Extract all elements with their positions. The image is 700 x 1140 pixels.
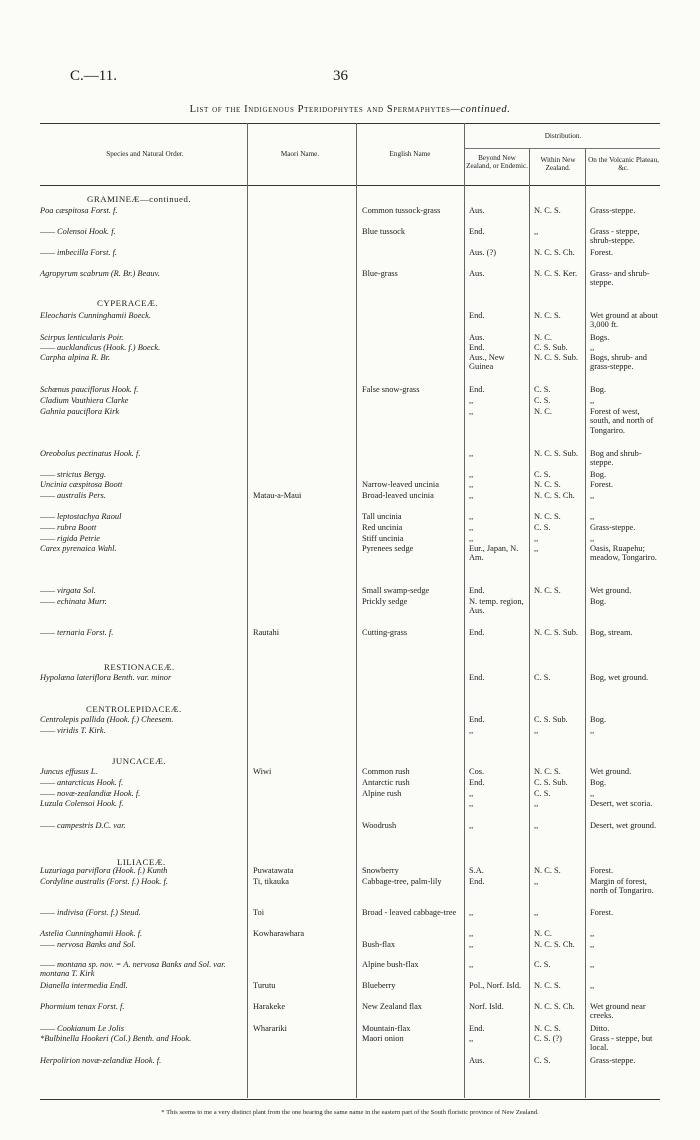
- document-code: C.—11.: [70, 68, 117, 84]
- page-title: [0, 104, 700, 115]
- cell-species: Centrolepis pallida (Hook. f.) Cheesem.: [40, 715, 174, 724]
- cell-species: Astelia Cunninghamii Hook. f.: [40, 929, 143, 938]
- cell-within: N. C. S.: [534, 1024, 561, 1033]
- cell-maori: Puwatawata: [253, 866, 294, 875]
- family-heading: CENTROLEPIDACEÆ.: [86, 704, 182, 714]
- cell-english: Small swamp-sedge: [362, 586, 430, 595]
- cell-species: Cladium Vauthiera Clarke: [40, 396, 129, 405]
- cell-within: N. C. S. Ch.: [534, 940, 575, 949]
- title-suffix: —continued.: [450, 104, 511, 115]
- cell-volcanic: Bogs, shrub- and grass-steppe.: [590, 353, 647, 372]
- cell-within: C. S. Sub.: [534, 778, 568, 787]
- cell-english: Alpine bush-flax: [362, 960, 419, 969]
- cell-species: Carex pyrenaica Wahl.: [40, 544, 117, 553]
- cell-volcanic: Bog and shrub-steppe.: [590, 449, 642, 468]
- cell-beyond: ,,: [469, 799, 474, 808]
- cell-beyond: ,,: [469, 480, 474, 489]
- cell-volcanic: Desert, wet scoria.: [590, 799, 653, 808]
- cell-beyond: End.: [469, 778, 485, 787]
- cell-volcanic: Grass-steppe.: [590, 206, 636, 215]
- header-maori: Maori Name.: [280, 150, 320, 158]
- header-species: Species and Natural Order.: [106, 150, 184, 158]
- cell-species: Oreobolus pectinatus Hook. f.: [40, 449, 141, 458]
- cell-volcanic: Bog.: [590, 778, 607, 787]
- header-distribution: Distribution.: [544, 132, 582, 140]
- cell-within: N. C. S. Sub.: [534, 628, 578, 637]
- cell-beyond: ,,: [469, 789, 474, 798]
- cell-beyond: End.: [469, 385, 485, 394]
- title-main: List of the Indigenous Pteridophytes and Spermaphytes: [189, 104, 451, 115]
- cell-beyond: End.: [469, 1024, 485, 1033]
- cell-beyond: End.: [469, 877, 485, 886]
- cell-volcanic: ,,: [590, 396, 595, 405]
- cell-english: Alpine rush: [362, 789, 402, 798]
- cell-maori: Rautahi: [253, 628, 280, 637]
- cell-within: C. S.: [534, 960, 551, 969]
- header-english: English Name: [389, 150, 431, 158]
- header-within: Within New Zealand.: [540, 156, 576, 172]
- cell-maori: Toi: [253, 908, 265, 917]
- cell-volcanic: Wet ground.: [590, 767, 632, 776]
- cell-beyond: S.A.: [469, 866, 484, 875]
- cell-species: —— antarcticus Hook. f.: [40, 778, 124, 787]
- cell-maori: Turutu: [253, 981, 276, 990]
- cell-english: Common rush: [362, 767, 410, 776]
- cell-within: N. C.: [534, 333, 552, 342]
- cell-volcanic: Forest.: [590, 866, 614, 875]
- cell-within: N. C. S.: [534, 981, 561, 990]
- cell-beyond: ,,: [469, 491, 474, 500]
- cell-english: False snow-grass: [362, 385, 420, 394]
- cell-volcanic: Forest.: [590, 248, 614, 257]
- cell-species: Juncus effusus L.: [40, 767, 98, 776]
- column-divider: [356, 123, 357, 1098]
- cell-species: —— ternaria Forst. f.: [40, 628, 114, 637]
- family-heading: LILIACEÆ.: [117, 857, 166, 867]
- cell-within: N. C. S. Sub.: [534, 353, 578, 362]
- cell-english: Cabbage-tree, palm-lily: [362, 877, 442, 886]
- family-heading: GRAMINEÆ—continued.: [87, 194, 192, 204]
- cell-species: Cordyline australis (Forst. f.) Hook. f.: [40, 877, 168, 886]
- cell-english: Maori onion: [362, 1034, 404, 1043]
- cell-volcanic: Ditto.: [590, 1024, 610, 1033]
- cell-beyond: Pol., Norf. Isld.: [469, 981, 522, 990]
- column-divider: [464, 123, 465, 1098]
- cell-volcanic: ,,: [590, 491, 595, 500]
- cell-beyond: Aus.: [469, 333, 485, 342]
- cell-within: N. C. S.: [534, 586, 561, 595]
- cell-beyond: ,,: [469, 821, 474, 830]
- cell-within: ,,: [534, 534, 539, 543]
- cell-beyond: End.: [469, 311, 485, 320]
- cell-english: Common tussock-grass: [362, 206, 441, 215]
- cell-english: Woodrush: [362, 821, 397, 830]
- family-heading: CYPERACEÆ.: [97, 298, 158, 308]
- cell-volcanic: Wet ground near creeks.: [590, 1002, 646, 1021]
- cell-within: C. S. Sub.: [534, 343, 568, 352]
- cell-volcanic: Wet ground.: [590, 586, 632, 595]
- cell-species: Agropyrum scabrum (R. Br.) Beauv.: [40, 269, 160, 278]
- cell-english: Blue tussock: [362, 227, 406, 236]
- cell-within: N. C. S. Ch.: [534, 491, 575, 500]
- cell-within: N. C.: [534, 929, 552, 938]
- cell-volcanic: Forest.: [590, 908, 614, 917]
- cell-volcanic: Wet ground at about 3,000 ft.: [590, 311, 658, 330]
- cell-species: —— leptostachya Raoul: [40, 512, 122, 521]
- cell-english: Mountain-flax: [362, 1024, 411, 1033]
- cell-beyond: ,,: [469, 396, 474, 405]
- cell-volcanic: Bog.: [590, 597, 607, 606]
- cell-within: N. C. S. Ch.: [534, 248, 575, 257]
- cell-beyond: Aus.: [469, 206, 485, 215]
- cell-volcanic: ,,: [590, 534, 595, 543]
- cell-beyond: ,,: [469, 534, 474, 543]
- footnote: * This seems to me a very distinct plant from the one bearing the same name in the eastern part of the South floristic province of New Zealand.: [161, 1109, 539, 1116]
- cell-english: Bush-flax: [362, 940, 396, 949]
- cell-maori: Harakeke: [253, 1002, 286, 1011]
- header-beyond: Beyond New Zealand, or Endemic.: [466, 154, 528, 170]
- cell-english: Tall uncinia: [362, 512, 402, 521]
- cell-volcanic: Grass-steppe.: [590, 523, 636, 532]
- cell-english: New Zealand flax: [362, 1002, 422, 1011]
- cell-within: C. S.: [534, 385, 551, 394]
- cell-volcanic: Bog, wet ground.: [590, 673, 649, 682]
- cell-species: —— australis Pers.: [40, 491, 106, 500]
- cell-beyond: ,,: [469, 908, 474, 917]
- cell-species: Gahnia pauciflora Kirk: [40, 407, 120, 416]
- cell-within: ,,: [534, 227, 539, 236]
- cell-beyond: N. temp. region, Aus.: [469, 597, 524, 616]
- cell-species: —— viridis T. Kirk.: [40, 726, 106, 735]
- cell-english: Broad - leaved cabbage-tree: [362, 908, 457, 917]
- cell-within: N. C. S.: [534, 767, 561, 776]
- cell-within: N. C. S.: [534, 206, 561, 215]
- table-top-rule: [40, 123, 660, 124]
- cell-english: Snowberry: [362, 866, 399, 875]
- cell-maori: Ti, tikauka: [253, 877, 289, 886]
- cell-beyond: ,,: [469, 1034, 474, 1043]
- cell-volcanic: Grass - steppe, but local.: [590, 1034, 653, 1053]
- cell-species: —— aucklandicus (Hook. f.) Boeck.: [40, 343, 161, 352]
- cell-within: N. C.: [534, 407, 552, 416]
- cell-species: —— indivisa (Forst. f.) Steud.: [40, 908, 141, 917]
- cell-within: ,,: [534, 726, 539, 735]
- cell-beyond: ,,: [469, 929, 474, 938]
- cell-maori: Matau-a-Maui: [253, 491, 302, 500]
- cell-within: ,,: [534, 908, 539, 917]
- cell-species: —— nervosa Banks and Sol.: [40, 940, 136, 949]
- cell-volcanic: ,,: [590, 512, 595, 521]
- cell-within: N. C. S. Ker.: [534, 269, 578, 278]
- cell-within: N. C. S.: [534, 480, 561, 489]
- cell-english: Blue-grass: [362, 269, 398, 278]
- cell-within: ,,: [534, 821, 539, 830]
- cell-beyond: End.: [469, 673, 485, 682]
- family-heading: JUNCACEÆ.: [112, 756, 167, 766]
- family-heading: RESTIONACEÆ.: [104, 662, 175, 672]
- cell-species: —— Cookianum Le Jolis: [40, 1024, 124, 1033]
- cell-volcanic: Bogs.: [590, 333, 610, 342]
- cell-english: Broad-leaved uncinia: [362, 491, 434, 500]
- cell-species: Phormium tenax Forst. f.: [40, 1002, 125, 1011]
- cell-beyond: ,,: [469, 960, 474, 969]
- cell-beyond: ,,: [469, 940, 474, 949]
- cell-species: Carpha alpina R. Br.: [40, 353, 111, 362]
- cell-species: —— imbecilla Forst. f.: [40, 248, 118, 257]
- cell-beyond: Cos.: [469, 767, 485, 776]
- cell-within: N. C. S. Sub.: [534, 449, 578, 458]
- table-bottom-rule: [40, 1099, 660, 1100]
- cell-english: Prickly sedge: [362, 597, 408, 606]
- cell-english: Antarctic rush: [362, 778, 410, 787]
- cell-within: C. S.: [534, 1056, 551, 1065]
- cell-within: C. S.: [534, 470, 551, 479]
- cell-volcanic: ,,: [590, 343, 595, 352]
- cell-species: *Bulbinella Hookeri (Col.) Benth. and Hook.: [40, 1034, 192, 1043]
- cell-within: N. C. S. Ch.: [534, 1002, 575, 1011]
- cell-species: Dianella intermedia Endl.: [40, 981, 128, 990]
- cell-english: Narrow-leaved uncinia: [362, 480, 439, 489]
- cell-beyond: End.: [469, 628, 485, 637]
- cell-volcanic: ,,: [590, 940, 595, 949]
- cell-beyond: ,,: [469, 726, 474, 735]
- cell-species: —— campestris D.C. var.: [40, 821, 126, 830]
- distribution-rule: [464, 148, 660, 149]
- cell-within: ,,: [534, 799, 539, 808]
- cell-volcanic: Bog.: [590, 715, 607, 724]
- cell-beyond: ,,: [469, 449, 474, 458]
- cell-volcanic: ,,: [590, 981, 595, 990]
- cell-volcanic: Bog.: [590, 470, 607, 479]
- cell-within: C. S.: [534, 396, 551, 405]
- cell-volcanic: Oasis, Ruapehu; meadow, Tongariro.: [590, 544, 657, 563]
- cell-beyond: End.: [469, 227, 485, 236]
- cell-species: Herpolirion novæ-zelandiæ Hook. f.: [40, 1056, 162, 1065]
- cell-beyond: Norf. Isld.: [469, 1002, 504, 1011]
- table-header-rule: [40, 185, 660, 186]
- cell-beyond: ,,: [469, 407, 474, 416]
- cell-species: —— rubra Boott: [40, 523, 97, 532]
- cell-english: Cutting-grass: [362, 628, 408, 637]
- cell-species: Luzuriaga parviflora (Hook. f.) Kunth: [40, 866, 168, 875]
- cell-within: C. S. Sub.: [534, 715, 568, 724]
- cell-within: ,,: [534, 544, 539, 553]
- header-volcanic: On the Volcanic Plateau, &c.: [588, 156, 659, 172]
- cell-beyond: End.: [469, 586, 485, 595]
- cell-beyond: ,,: [469, 523, 474, 532]
- column-divider: [247, 123, 248, 1098]
- cell-within: C. S.: [534, 673, 551, 682]
- cell-within: ,,: [534, 877, 539, 886]
- cell-beyond: Aus.: [469, 269, 485, 278]
- cell-maori: Wharariki: [253, 1024, 287, 1033]
- cell-species: —— virgata Sol.: [40, 586, 96, 595]
- cell-species: —— echinata Murr.: [40, 597, 107, 606]
- cell-beyond: Aus. (?): [469, 248, 496, 257]
- cell-within: C. S.: [534, 523, 551, 532]
- cell-volcanic: ,,: [590, 929, 595, 938]
- cell-species: Hypolæna lateriflora Benth. var. minor: [40, 673, 172, 682]
- cell-volcanic: ,,: [590, 960, 595, 969]
- cell-volcanic: Grass-steppe.: [590, 1056, 636, 1065]
- cell-beyond: End.: [469, 343, 485, 352]
- cell-volcanic: Margin of forest, north of Tongariro.: [590, 877, 654, 896]
- cell-volcanic: Forest of west, south, and north of Tongariro.: [590, 407, 654, 435]
- cell-species: Schœnus pauciflorus Hook. f.: [40, 385, 139, 394]
- cell-volcanic: ,,: [590, 789, 595, 798]
- cell-english: Blueberry: [362, 981, 396, 990]
- cell-beyond: ,,: [469, 512, 474, 521]
- cell-within: N. C. S.: [534, 311, 561, 320]
- cell-within: C. S.: [534, 789, 551, 798]
- cell-species: Uncinia cæspitosa Boott: [40, 480, 123, 489]
- cell-beyond: End.: [469, 715, 485, 724]
- column-divider: [529, 148, 530, 1098]
- cell-within: N. C. S.: [534, 866, 561, 875]
- cell-volcanic: Forest.: [590, 480, 614, 489]
- cell-volcanic: Bog.: [590, 385, 607, 394]
- cell-species: —— Colensoi Hook. f.: [40, 227, 116, 236]
- cell-within: C. S. (?): [534, 1034, 562, 1043]
- cell-species: Eleocharis Cunninghamii Boeck.: [40, 311, 151, 320]
- cell-english: Stiff uncinia: [362, 534, 404, 543]
- cell-species: Poa cæspitosa Forst. f.: [40, 206, 118, 215]
- cell-beyond: Aus., New Guinea: [469, 353, 505, 372]
- cell-species: —— montana sp. nov. = A. nervosa Banks and Sol. var. montana T. Kirk: [40, 960, 226, 979]
- cell-species: Scirpus lenticularis Poir.: [40, 333, 124, 342]
- cell-species: —— novæ-zealandiæ Hook. f.: [40, 789, 141, 798]
- cell-within: N. C. S.: [534, 512, 561, 521]
- cell-volcanic: Bog, stream.: [590, 628, 633, 637]
- cell-beyond: Aus.: [469, 1056, 485, 1065]
- cell-beyond: ,,: [469, 470, 474, 479]
- cell-species: —— rigida Petrie: [40, 534, 101, 543]
- cell-volcanic: Grass- and shrub-steppe.: [590, 269, 650, 288]
- cell-volcanic: ,,: [590, 726, 595, 735]
- page-number: 36: [333, 68, 348, 84]
- cell-species: Luzula Colensoi Hook. f.: [40, 799, 124, 808]
- cell-maori: Kowharawhara: [253, 929, 305, 938]
- cell-volcanic: Grass - steppe, shrub-steppe.: [590, 227, 640, 246]
- cell-species: —— strictus Bergg.: [40, 470, 106, 479]
- cell-volcanic: Desert, wet ground.: [590, 821, 657, 830]
- cell-beyond: Eur., Japan, N. Am.: [469, 544, 519, 563]
- cell-english: Pyrenees sedge: [362, 544, 414, 553]
- column-divider: [585, 148, 586, 1098]
- cell-maori: Wiwi: [253, 767, 272, 776]
- cell-english: Red uncinia: [362, 523, 403, 532]
